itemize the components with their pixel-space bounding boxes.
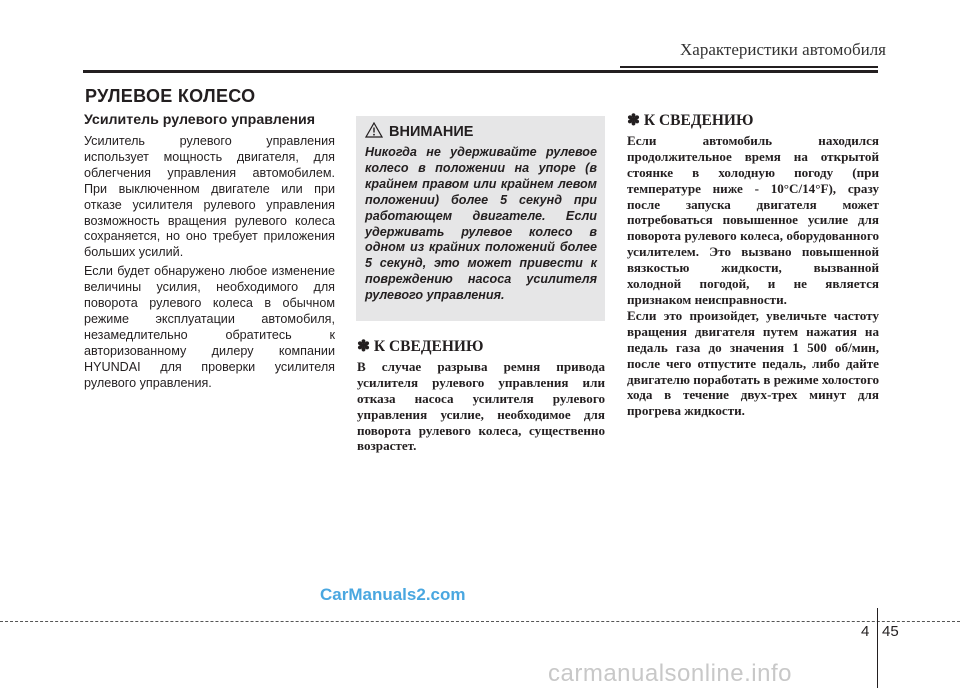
column-1 xyxy=(84,112,335,395)
header-title: Характеристики автомобиля xyxy=(680,40,886,59)
watermark-logo: CarManuals2.com xyxy=(320,585,466,604)
page-separator xyxy=(877,608,878,688)
header-rule-thin xyxy=(620,66,878,68)
warning-box xyxy=(356,116,605,321)
info-text: В случае разрыва ремня привода усилителя рулевого управления или отказа насоса усилителя рулевого управления усилие, необходимое для поворота рулевого колеса, существенно возрастет. xyxy=(357,358,605,454)
info-block-1 xyxy=(357,339,605,454)
chapter-number: 4 xyxy=(861,623,870,640)
subsection-title: Усилитель рулевого управления xyxy=(84,112,316,128)
watermark-site: carmanualsonline.info xyxy=(548,660,792,687)
info-block-2 xyxy=(627,113,879,419)
warning-title: ВНИМАНИЕ xyxy=(389,124,474,140)
warning-heading xyxy=(365,122,597,142)
info-title: ✽ К СВЕДЕНИЮ xyxy=(627,112,754,129)
warning-triangle-icon xyxy=(365,122,383,142)
section-title: РУЛЕВОЕ КОЛЕСО xyxy=(85,86,256,106)
paragraph: Усилитель рулевого управления использует мощность двигателя, для облегчения управления автомобилем. При выключенном двигателе или при отказе усилителя рулевого управления возможность вращения рулевого колеса сохраняется, но оно требует приложения больших усилий. xyxy=(84,134,335,260)
paragraph: Если будет обнаружено любое изменение величины усилия, необходимого для поворота рулевого колеса в обычном режиме эксплуатации автомобиля, незамедлительно обратитесь к авторизованному дилеру компании HYUNDAI для проверки усилителя рулевого управления. xyxy=(84,264,335,390)
header-rule xyxy=(83,70,878,73)
info-paragraph: Если автомобиль находился продолжительное время на открытой стоянке в холодную погоду (при температуре ниже - 10°C/14°F), сразу после запуска двигателя может потребоваться повышенное усилие для поворота рулевого колеса, оборудованного усилителем. Это вызвано повышенной вязкостью жидкости, вызванной холодной погодой, и не является признаком неисправности. xyxy=(627,132,879,307)
info-title: ✽ К СВЕДЕНИЮ xyxy=(357,338,484,355)
warning-text: Никогда не удерживайте рулевое колесо в положении на упоре (в крайнем правом или крайнем левом положении) более 5 секунд при работающем двигателе. Если удерживать рулевое колесо в одном из крайних положений более 5 секунд, это может привести к повреждению насоса усилителя рулевого управления. xyxy=(365,145,597,303)
footer-dashed-rule xyxy=(0,621,960,622)
info-paragraph: Если это произойдет, увеличьте частоту вращения двигателя путем нажатия на педаль газа до значения 1 500 об/мин, после чего отпустите педаль, либо дайте двигателю поработать в режиме холостого хода в течение двух-трех минут для прогрева жидкости. xyxy=(627,307,879,419)
page-number: 45 xyxy=(882,623,899,640)
